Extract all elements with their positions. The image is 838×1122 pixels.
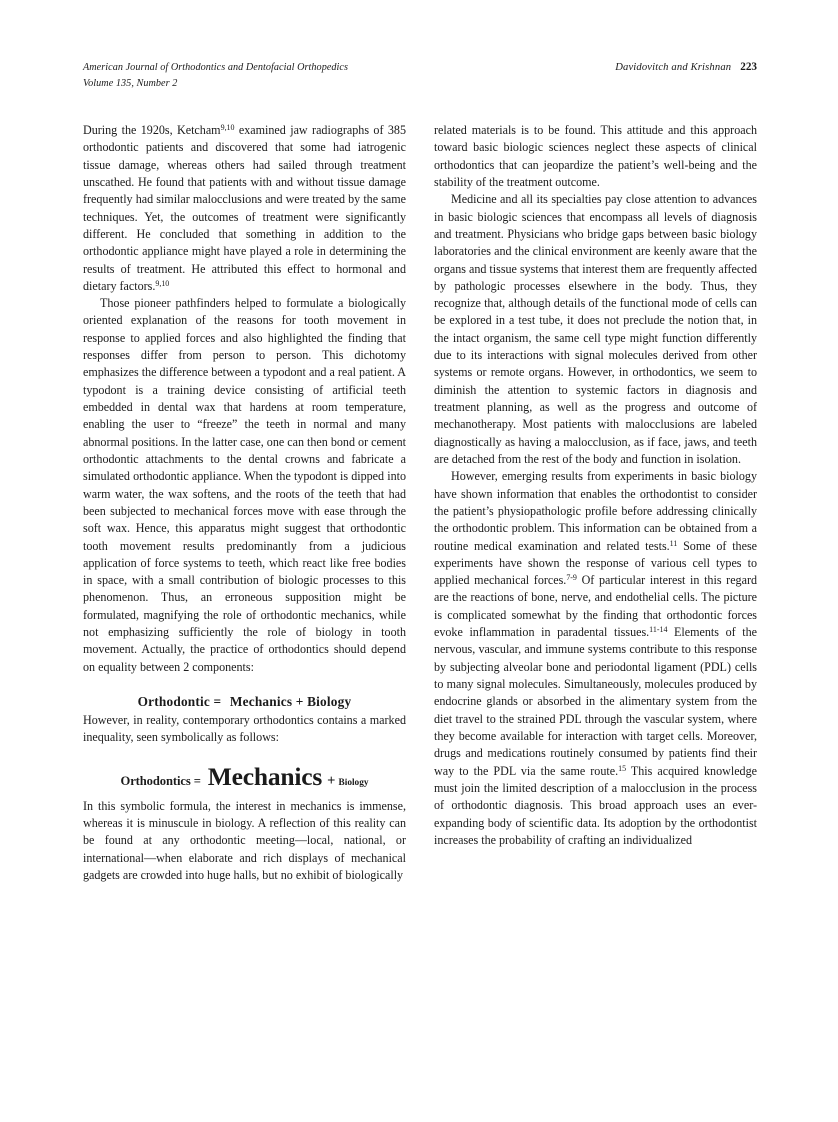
paragraph-emerging-results [434, 468, 757, 849]
equation-lhs: Orthodontics = [120, 773, 201, 788]
journal-identification [83, 60, 348, 91]
paragraph-inequality-intro: However, in reality, contemporary orthodontics contains a marked inequality, seen symbolically as follows: [83, 713, 406, 745]
paragraph-text-cont: Of particular interest in this regard are the reactions of bone, nerve, and endothelial cells. The picture is complicated somewhat by the finding that orthodontic forces evoke inflammation in paradental tissues. [434, 573, 757, 640]
column-left [83, 122, 406, 884]
equation-term-biology-small: Biology [338, 777, 369, 788]
paragraph-symbolic-formula: In this symbolic formula, the interest in mechanics is immense, whereas it is minuscule in biology. A reflection of this reality can be found at any orthodontic meeting—local, national, or international—when elaborate and rich displays of mechanical gadgets are crowded into huge halls, but no exhibit of biologically [83, 798, 406, 882]
equation-operator-plus: + [327, 772, 336, 789]
volume-issue-line [83, 76, 348, 92]
equation-term-mechanics: Mechanics [229, 694, 293, 709]
paragraph-ketcham [83, 122, 406, 295]
page-number: 223 [740, 61, 757, 73]
citation-superscript: 11 [669, 538, 678, 548]
paragraph-text-cont: This acquired knowledge must join the limited description of a malocclusion in the process of orthodontic diagnosis. This broad approach uses an ever-expanding body of scientific data. Its adoption by the orthodontist increases the probability of crafting an individualized [434, 763, 757, 847]
citation-superscript: 11-14 [649, 624, 668, 634]
running-head [83, 60, 757, 94]
paragraph-text-cont: Elements of the nervous, vascular, and immune systems contribute to this response by subjecting alveolar bone and periodontal ligament (PDL) cells to many signal molecules. Simultaneously, molecules produced by endocrine glands or absorbed in the alimentary system from the diet travel to the strained PDL through the vascular system, where they become available for interaction with target cells. Moreover, drugs and medications routinely consumed by patients find their way to the PDL via the same route. [434, 625, 757, 778]
author-names: Davidovitch and Krishnan [615, 62, 732, 73]
paragraph-medicine: Medicine and all its specialties pay close attention to advances in basic biologic sciences that encompass all levels of diagnosis and treatment. Physicians who bridge gaps between basic biology laboratories and the clinical environment are keenly aware that the organs and tissue systems that interest them are frequently affected by pathologic processes elsewhere in the body. Thus, they recognize that, although details of the functional mode of cells can be explored in a test tube, it does not preclude the notion that, in the intact organism, the same cell type might function differently due to its interactions with signal molecules derived from other systems or remote organs. However, in orthodontics, we seem to diminish the attention to systemic factors in diagnosis and treatment planning, as well as the progress and outcome of mechanotherapy. Most patients with malocclusions are labeled diagnostically as having a malocclusion, as if face, jaws, and teeth are detached from the rest of the body and function in isolation. [434, 192, 757, 466]
paragraph-text-cont: examined jaw radiographs of 385 orthodontic patients and discovered that some had iatrogenic tissue damage, whereas others had sailed through treatment unscathed. He found that patients with and without tissue damage frequently had similar malocclusions and were treated by the same techniques. Yet, the outcomes of treatment were significantly different. He concluded that something in addition to the orthodontic appliance might have played a role in determining the results of treatment. He attributed this effect to hormonal and dietary factors. [83, 123, 406, 293]
column-right [434, 122, 757, 849]
citation-superscript: 7-9 [566, 572, 577, 582]
paragraph-text-cont: Some of these experiments have shown the response of various cell types to applied mechanical forces. [434, 538, 757, 588]
journal-title: American Journal of Orthodontics and Dentofacial Orthopedics [83, 62, 349, 73]
citation-superscript: 9,10 [155, 278, 170, 288]
equation-term-biology: Biology [307, 694, 352, 709]
citation-superscript: 15 [618, 763, 627, 773]
paragraph-text: During the 1920s, Ketcham [83, 123, 221, 137]
running-head-right [615, 60, 757, 76]
paragraph-related-materials: related materials is to be found. This attitude and this approach toward basic biologic sciences neglect these aspects of clinical orthodontics that can jeopardize the patient’s well-being and the stability of the treatment outcome. [434, 123, 757, 189]
citation-superscript: 9,10 [220, 122, 235, 132]
equation-operator-plus: + [295, 694, 304, 709]
equation-orthodontics-inequality [83, 762, 406, 798]
equation-term-mechanics-large: Mechanics [207, 761, 323, 791]
volume-issue-text: Volume 135, Number 2 [83, 77, 178, 89]
paragraph-text: However, emerging results from experiments in basic biology have shown information that enables the orthodontist to consider the patient’s physiopathologic profile before addressing clinically the orthodontic problem. This information can be obtained from a routine medical examination and related tests. [434, 469, 757, 553]
equation-lhs: Orthodontic = [137, 694, 222, 709]
equation-orthodontic-equality [83, 692, 406, 712]
paragraph-pathfinders: Those pioneer pathfinders helped to formulate a biologically oriented explanation of the reasons for tooth movement in response to applied forces and also highlighted the finding that responses differ from person to person. This dichotomy emphasizes the difference between a typodont and a real patient. A typodont is a training device consisting of artificial teeth embedded in dental wax that hardens at room temperature, enabling the user to “freeze” the teeth in normal and many abnormal positions. In the latter case, one can then bond or cement orthodontic attachments to the dental crowns and fabricate a simulated orthodontic appliance. When the typodont is dipped into warm water, the wax softens, and the roots of the teeth that had been subjected to mechanical forces move with ease through the soft wax. Hence, this apparatus might suggest that orthodontic tooth movement results predominantly from a judicious application of force systems to teeth, which react like free bodies in space, with a small contribution of biologic processes to this phenomenon. Thus, an erroneous supposition might be formulated, magnifying the role of orthodontic mechanics, while not emphasizing sufficiently the role of biology in tooth movement. Actually, the practice of orthodontics should depend on equality between 2 components: [83, 296, 406, 674]
